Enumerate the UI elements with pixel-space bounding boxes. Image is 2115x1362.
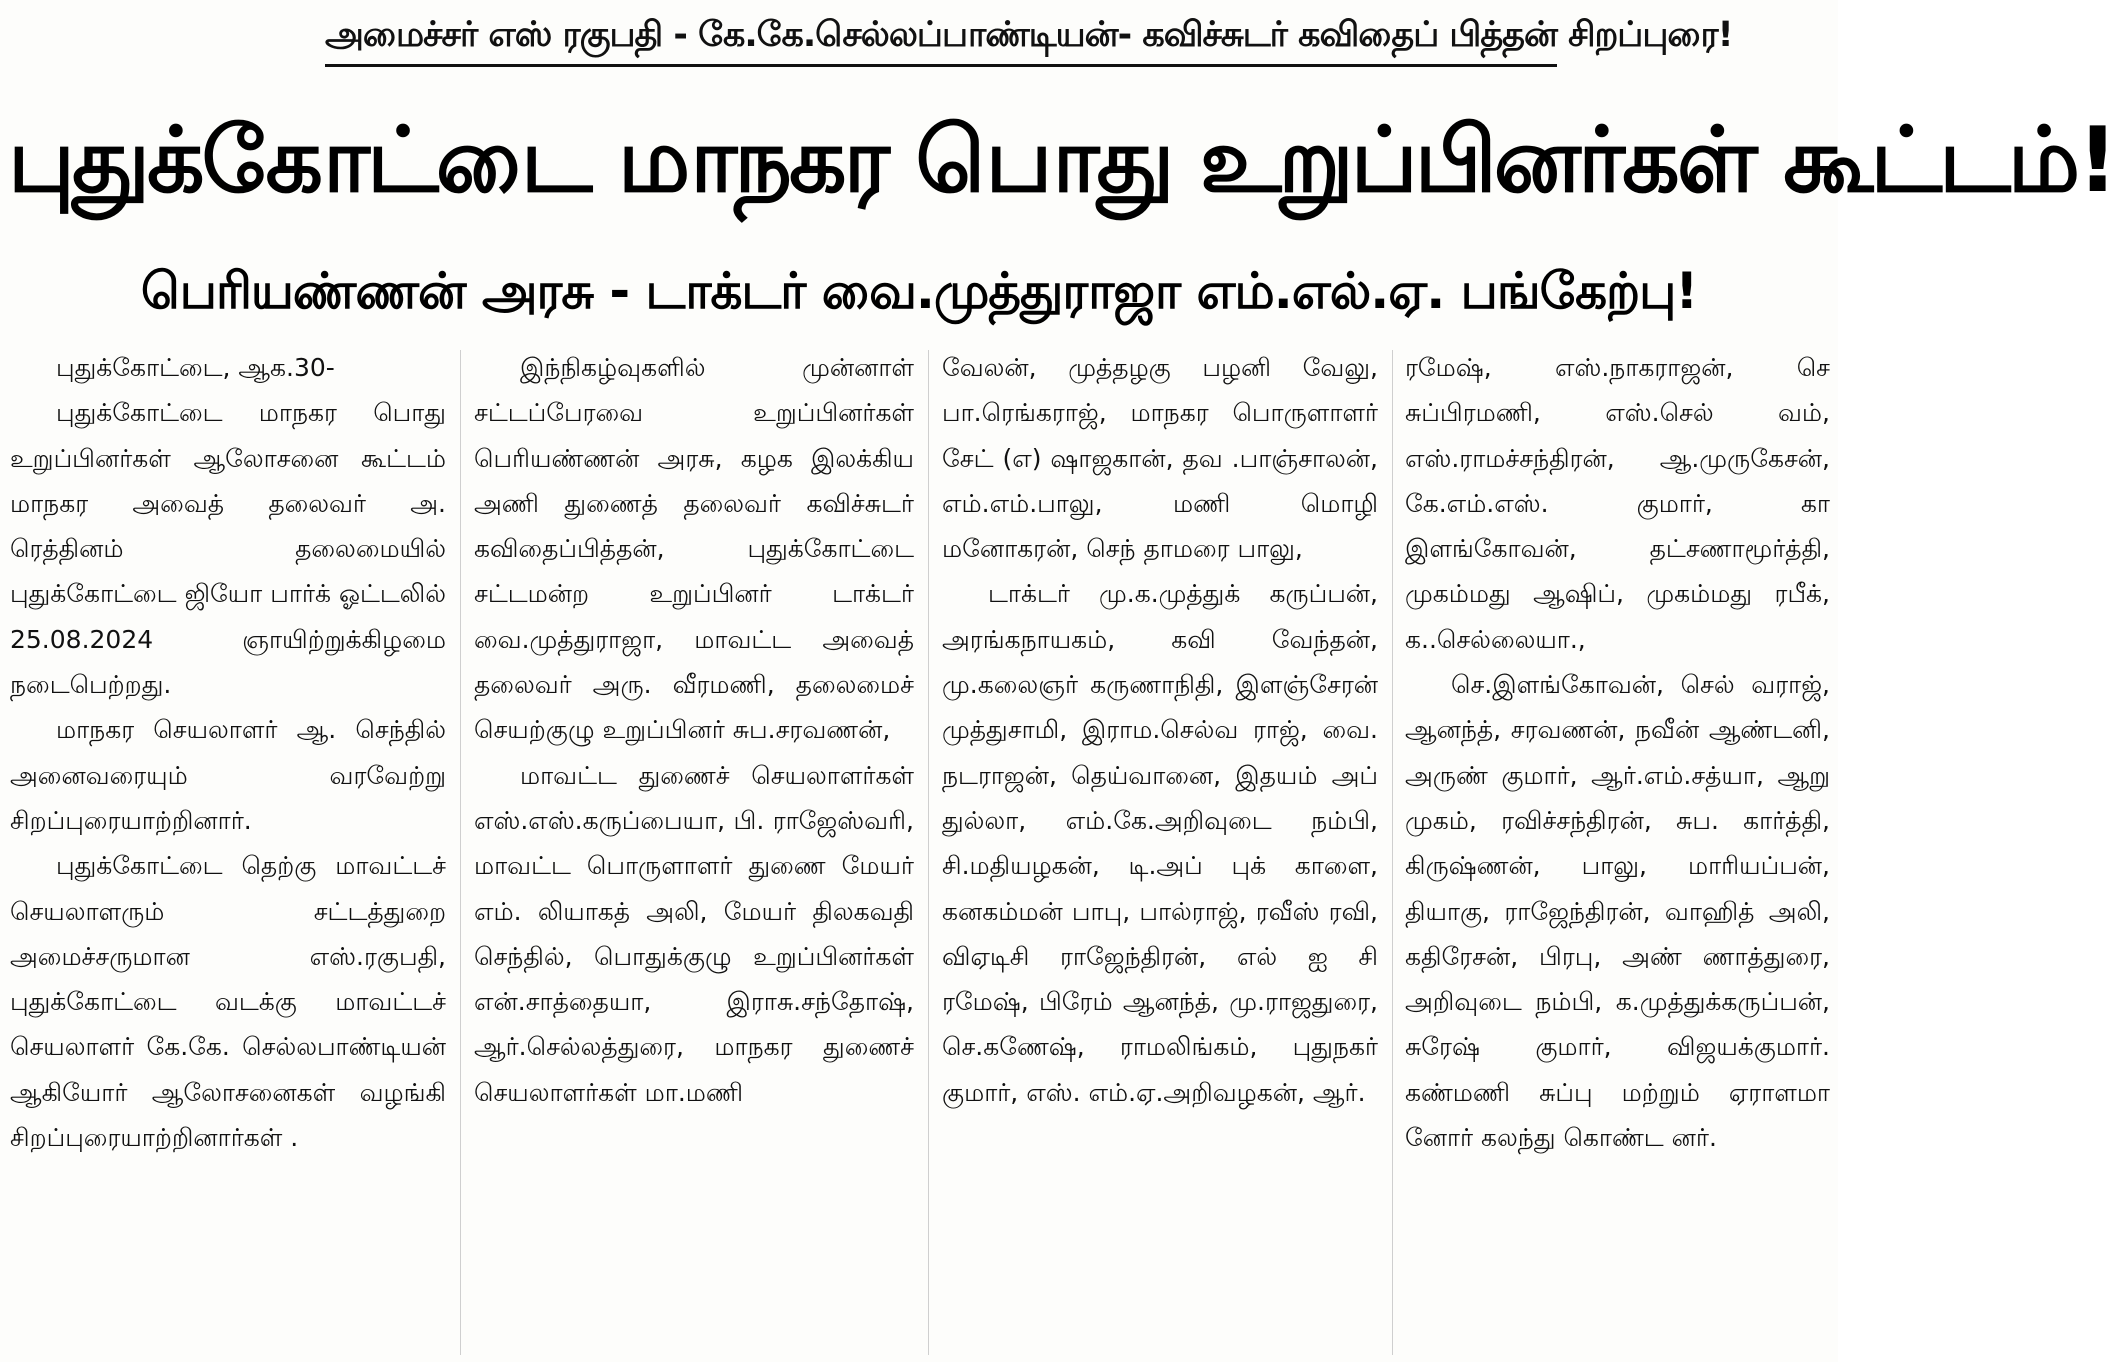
column-3 <box>942 345 1378 1355</box>
paragraph: மாவட்ட துணைச் செயலாளர்கள் எஸ்.எஸ்.கருப்பையா, பி. ராஜேஸ்வரி, மாவட்ட பொருளாளர் துணை மேயர் எம். லியாகத் அலி, மேயர் திலகவதி செந்தில், பொதுக்குழு உறுப்பினர்கள் என்.சாத்தையா, இராசு.சந்தோஷ், ஆர்.செல்லத்துரை, மாநகர துணைச் செயலாளர்கள் மா.மணி <box>474 760 914 1107</box>
column-1 <box>10 345 446 1355</box>
paragraph: செ.இளங்கோவன், செல் வராஜ், ஆனந்த், சரவணன், நவீன் ஆண்டனி, அருண் குமார், ஆர்.எம்.சத்யா, ஆறு முகம், ரவிச்சந்திரன், சுப. கார்த்தி, கிருஷ்ணன், பாலு, மாரியப்பன், தியாகு, ராஜேந்திரன், வாஹித் அலி, கதிரேசன், பிரபு, அண் ணாத்துரை, அறிவுடை நம்பி, க.முத்துக்கருப்பன், சுரேஷ் குமார், விஜயக்குமார். கண்மணி சுப்பு மற்றும் ஏராளமா னோர் கலந்து கொண்ட னர். <box>1405 670 1830 1153</box>
paragraph: புதுக்கோட்டை, ஆக.30- <box>56 353 335 382</box>
paragraph: இந்நிகழ்வுகளில் முன்னாள் சட்டப்பேரவை உறுப்பினர்கள் பெரியண்ணன் அரசு, கழக இலக்கிய அணி துணைத் தலைவர் கவிச்சுடர் கவிதைப்பித்தன், புதுக்கோட்டை சட்டமன்ற உறுப்பினர் டாக்டர் வை.முத்துராஜா, மாவட்ட அவைத் தலைவர் அரு. வீரமணி, தலைமைச் செயற்குழு உறுப்பினர் சுப.சரவணன், <box>474 353 914 745</box>
subheadline: பெரியண்ணன் அரசு - டாக்டர் வை.முத்துராஜா எம்.எல்.ஏ. பங்கேற்பு! <box>140 262 1698 320</box>
paragraph: ரமேஷ், எஸ்.நாகராஜன், செ சுப்பிரமணி, எஸ்.செல் வம், எஸ்.ராமச்சந்திரன், ஆ.முருகேசன், கே.எம்.எஸ். குமார், கா இளங்கோவன், தட்சணாமூர்த்தி, முகம்மது ஆஷிப், முகம்மது ரபீக், க..செல்லையா., <box>1405 353 1830 654</box>
column-divider <box>460 350 461 1355</box>
paragraph: மாநகர செயலாளர் ஆ. செந்தில் அனைவரையும் வரவேற்று சிறப்புரையாற்றினார். <box>10 715 446 835</box>
column-4 <box>1405 345 1830 1355</box>
column-divider <box>1392 350 1393 1355</box>
headline: புதுக்கோட்டை மாநகர பொது உறுப்பினர்கள் கூட்டம்! <box>8 108 2115 213</box>
column-2 <box>474 345 914 1355</box>
paragraph: டாக்டர் மு.க.முத்துக் கருப்பன், அரங்கநாயகம், கவி வேந்தன், மு.கலைஞர் கருணாநிதி, இளஞ்சேரன் முத்துசாமி, இராம.செல்வ ராஜ், வை. நடராஜன், தெய்வானை, இதயம் அப் துல்லா, எம்.கே.அறிவுடை நம்பி, சி.மதியழகன், டி.அப் புக் காளை, கனகம்மன் பாபு, பால்ராஜ், ரவீஸ் ரவி, விஏடிசி ராஜேந்திரன், எல் ஐ சி ரமேஷ், பிரேம் ஆனந்த், மு.ராஜதுரை, செ.கணேஷ், ராமலிங்கம், புதுநகர் குமார், எஸ். எம்.ஏ.அறிவழகன், ஆர். <box>942 579 1378 1107</box>
paragraph: வேலன், முத்தழகு பழனி வேலு, பா.ரெங்கராஜ், மாநகர பொருளாளர் சேட் (எ) ஷாஜகான், தவ .பாஞ்சாலன், எம்.எம்.பாலு, மணி மொழி மனோகரன், செந் தாமரை பாலு, <box>942 353 1378 564</box>
kicker-line: அமைச்சர் எஸ் ரகுபதி - கே.கே.செல்லப்பாண்டியன்- கவிச்சுடர் கவிதைப் பித்தன் சிறப்புரை! <box>325 6 1557 67</box>
paragraph: புதுக்கோட்டை தெற்கு மாவட்டச் செயலாளரும் சட்டத்துறை அமைச்சருமான எஸ்.ரகுபதி, புதுக்கோட்டை வடக்கு மாவட்டச் செயலாளர் கே.கே. செல்லபாண்டியன் ஆகியோர் ஆலோசனைகள் வழங்கி சிறப்புரையாற்றினார்கள் . <box>10 851 446 1153</box>
paragraph: புதுக்கோட்டை மாநகர பொது உறுப்பினர்கள் ஆலோசனை கூட்டம் மாநகர அவைத் தலைவர் அ. ரெத்தினம் தலைமையில் புதுக்கோட்டை ஜியோ பார்க் ஓட்டலில் 25.08.2024 ஞாயிற்றுக்கிழமை நடைபெற்றது. <box>10 398 446 700</box>
column-divider <box>928 350 929 1355</box>
